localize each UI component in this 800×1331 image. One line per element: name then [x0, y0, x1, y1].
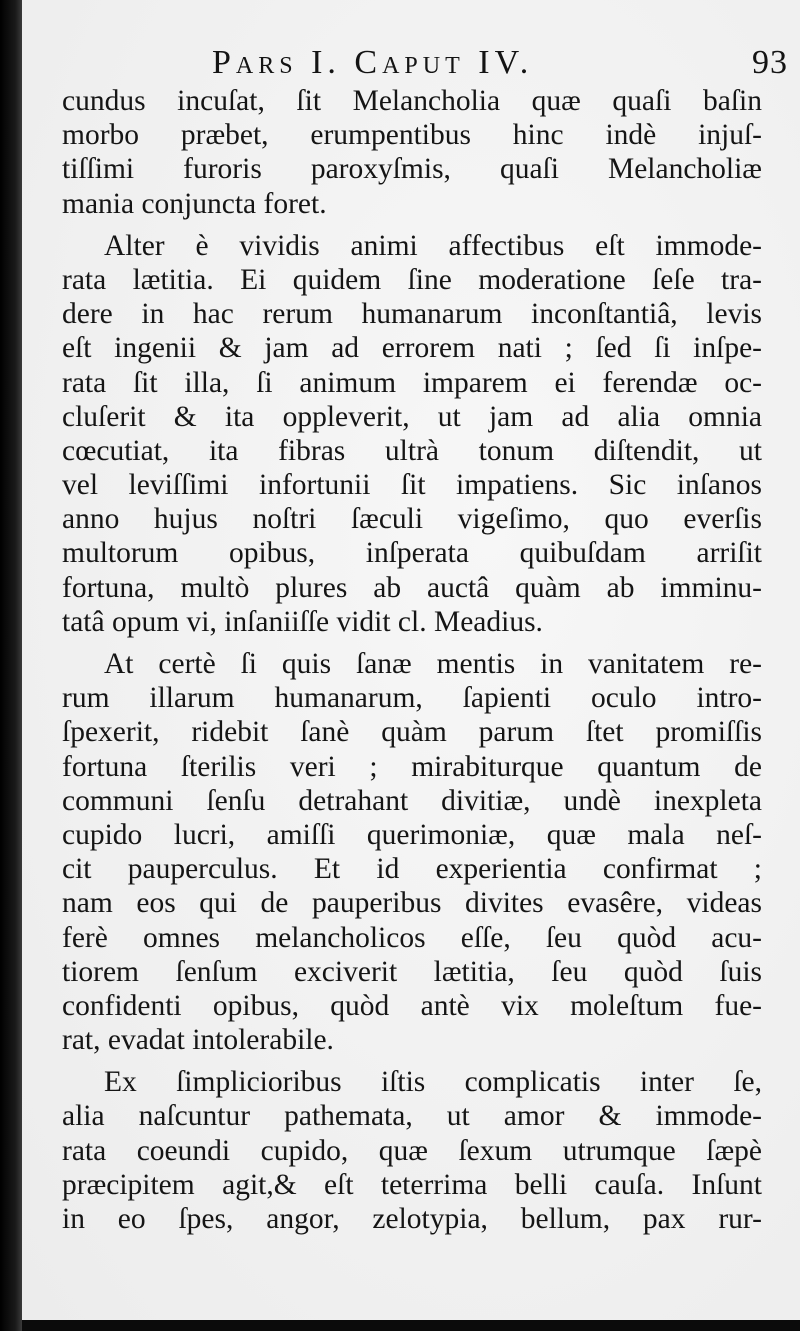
text-line: vel leviſſimi infortunii ſit impatiens. Sic inſanos	[62, 469, 762, 502]
text-line: ferè omnes melancholicos eſſe, ſeu quòd acu-	[62, 921, 762, 954]
page-number: 93	[752, 44, 788, 81]
text-line: morbo præbet, erumpentibus hinc indè injuſ-	[62, 119, 762, 152]
body-text	[62, 84, 762, 1236]
text-line: anno hujus noſtri ſæculi vigeſimo, quo everſis	[62, 503, 762, 536]
text-line: communi ſenſu detrahant divitiæ, undè inexpleta	[62, 784, 762, 817]
text-line: tiſſimi furoris paroxyſmis, quaſi Melancholiæ	[62, 153, 762, 186]
text-line: cœcutiat, ita fibras ultrà tonum diſtendit, ut	[62, 434, 762, 467]
text-line: rum illarum humanarum, ſapienti oculo intro-	[62, 682, 762, 715]
text-line: fortuna ſterilis veri ; mirabiturque quantum de	[62, 750, 762, 783]
text-line: Alter è vividis animi affectibus eſt immode-	[104, 229, 762, 262]
paragraph	[62, 1065, 762, 1236]
text-line: ſpexerit, ridebit ſanè quàm parum ſtet promiſſis	[62, 716, 762, 749]
running-head	[212, 44, 788, 84]
text-line: rata ſit illa, ſi animum imparem ei ferendæ oc-	[62, 366, 762, 399]
text-line: in eo ſpes, angor, zelotypia, bellum, pax rur-	[62, 1203, 762, 1235]
text-line: confidenti opibus, quòd antè vix moleſtum fue-	[62, 989, 762, 1022]
text-line: rata lætitia. Ei quidem ſine moderatione ſeſe tra-	[62, 263, 762, 296]
text-line: cluſerit & ita oppleverit, ut jam ad alia omnia	[62, 400, 762, 433]
text-line: eſt ingenii & jam ad errorem nati ; ſed ſi inſpe-	[62, 332, 762, 365]
text-line: dere in hac rerum humanarum inconſtantiâ, levis	[62, 298, 762, 331]
text-line: nam eos qui de pauperibus divites evasêre, videas	[62, 887, 762, 920]
paragraph	[62, 229, 762, 639]
text-line: cit pauperculus. Et id experientia confirmat ;	[62, 853, 762, 886]
book-page	[22, 0, 800, 1320]
text-line: mania conjuncta foret.	[62, 187, 327, 220]
page-gutter-shadow	[0, 0, 22, 1331]
text-line: fortuna, multò plures ab auctâ quàm ab imminu-	[62, 571, 762, 604]
text-line: alia naſcuntur pathemata, ut amor & immode-	[62, 1100, 762, 1133]
text-line: præcipitem agit,& eſt teterrima belli cauſa. Inſunt	[62, 1168, 762, 1201]
text-line: rat, evadat intolerabile.	[62, 1024, 334, 1057]
text-line: tatâ opum vi, inſaniiſſe vidit cl. Meadius.	[62, 605, 543, 638]
text-line: At certè ſi quis ſanæ mentis in vanitatem re-	[104, 648, 762, 680]
text-line: cupido lucri, amiſſi querimoniæ, quæ mala neſ-	[62, 818, 762, 851]
text-line: rata coeundi cupido, quæ ſexum utrumque ſæpè	[62, 1134, 762, 1167]
text-line: cundus incuſat, ſit Melancholia quæ quaſi baſin	[62, 85, 762, 117]
paragraph	[62, 647, 762, 1057]
running-head-title: Pars I. Caput IV.	[212, 44, 534, 81]
text-line: tiorem ſenſum exciverit lætitia, ſeu quòd ſuis	[62, 955, 762, 988]
text-line: Ex ſimplicioribus iſtis complicatis inter ſe,	[104, 1066, 762, 1099]
text-line: multorum opibus, inſperata quibuſdam arriſit	[62, 537, 762, 570]
paragraph	[62, 84, 762, 221]
